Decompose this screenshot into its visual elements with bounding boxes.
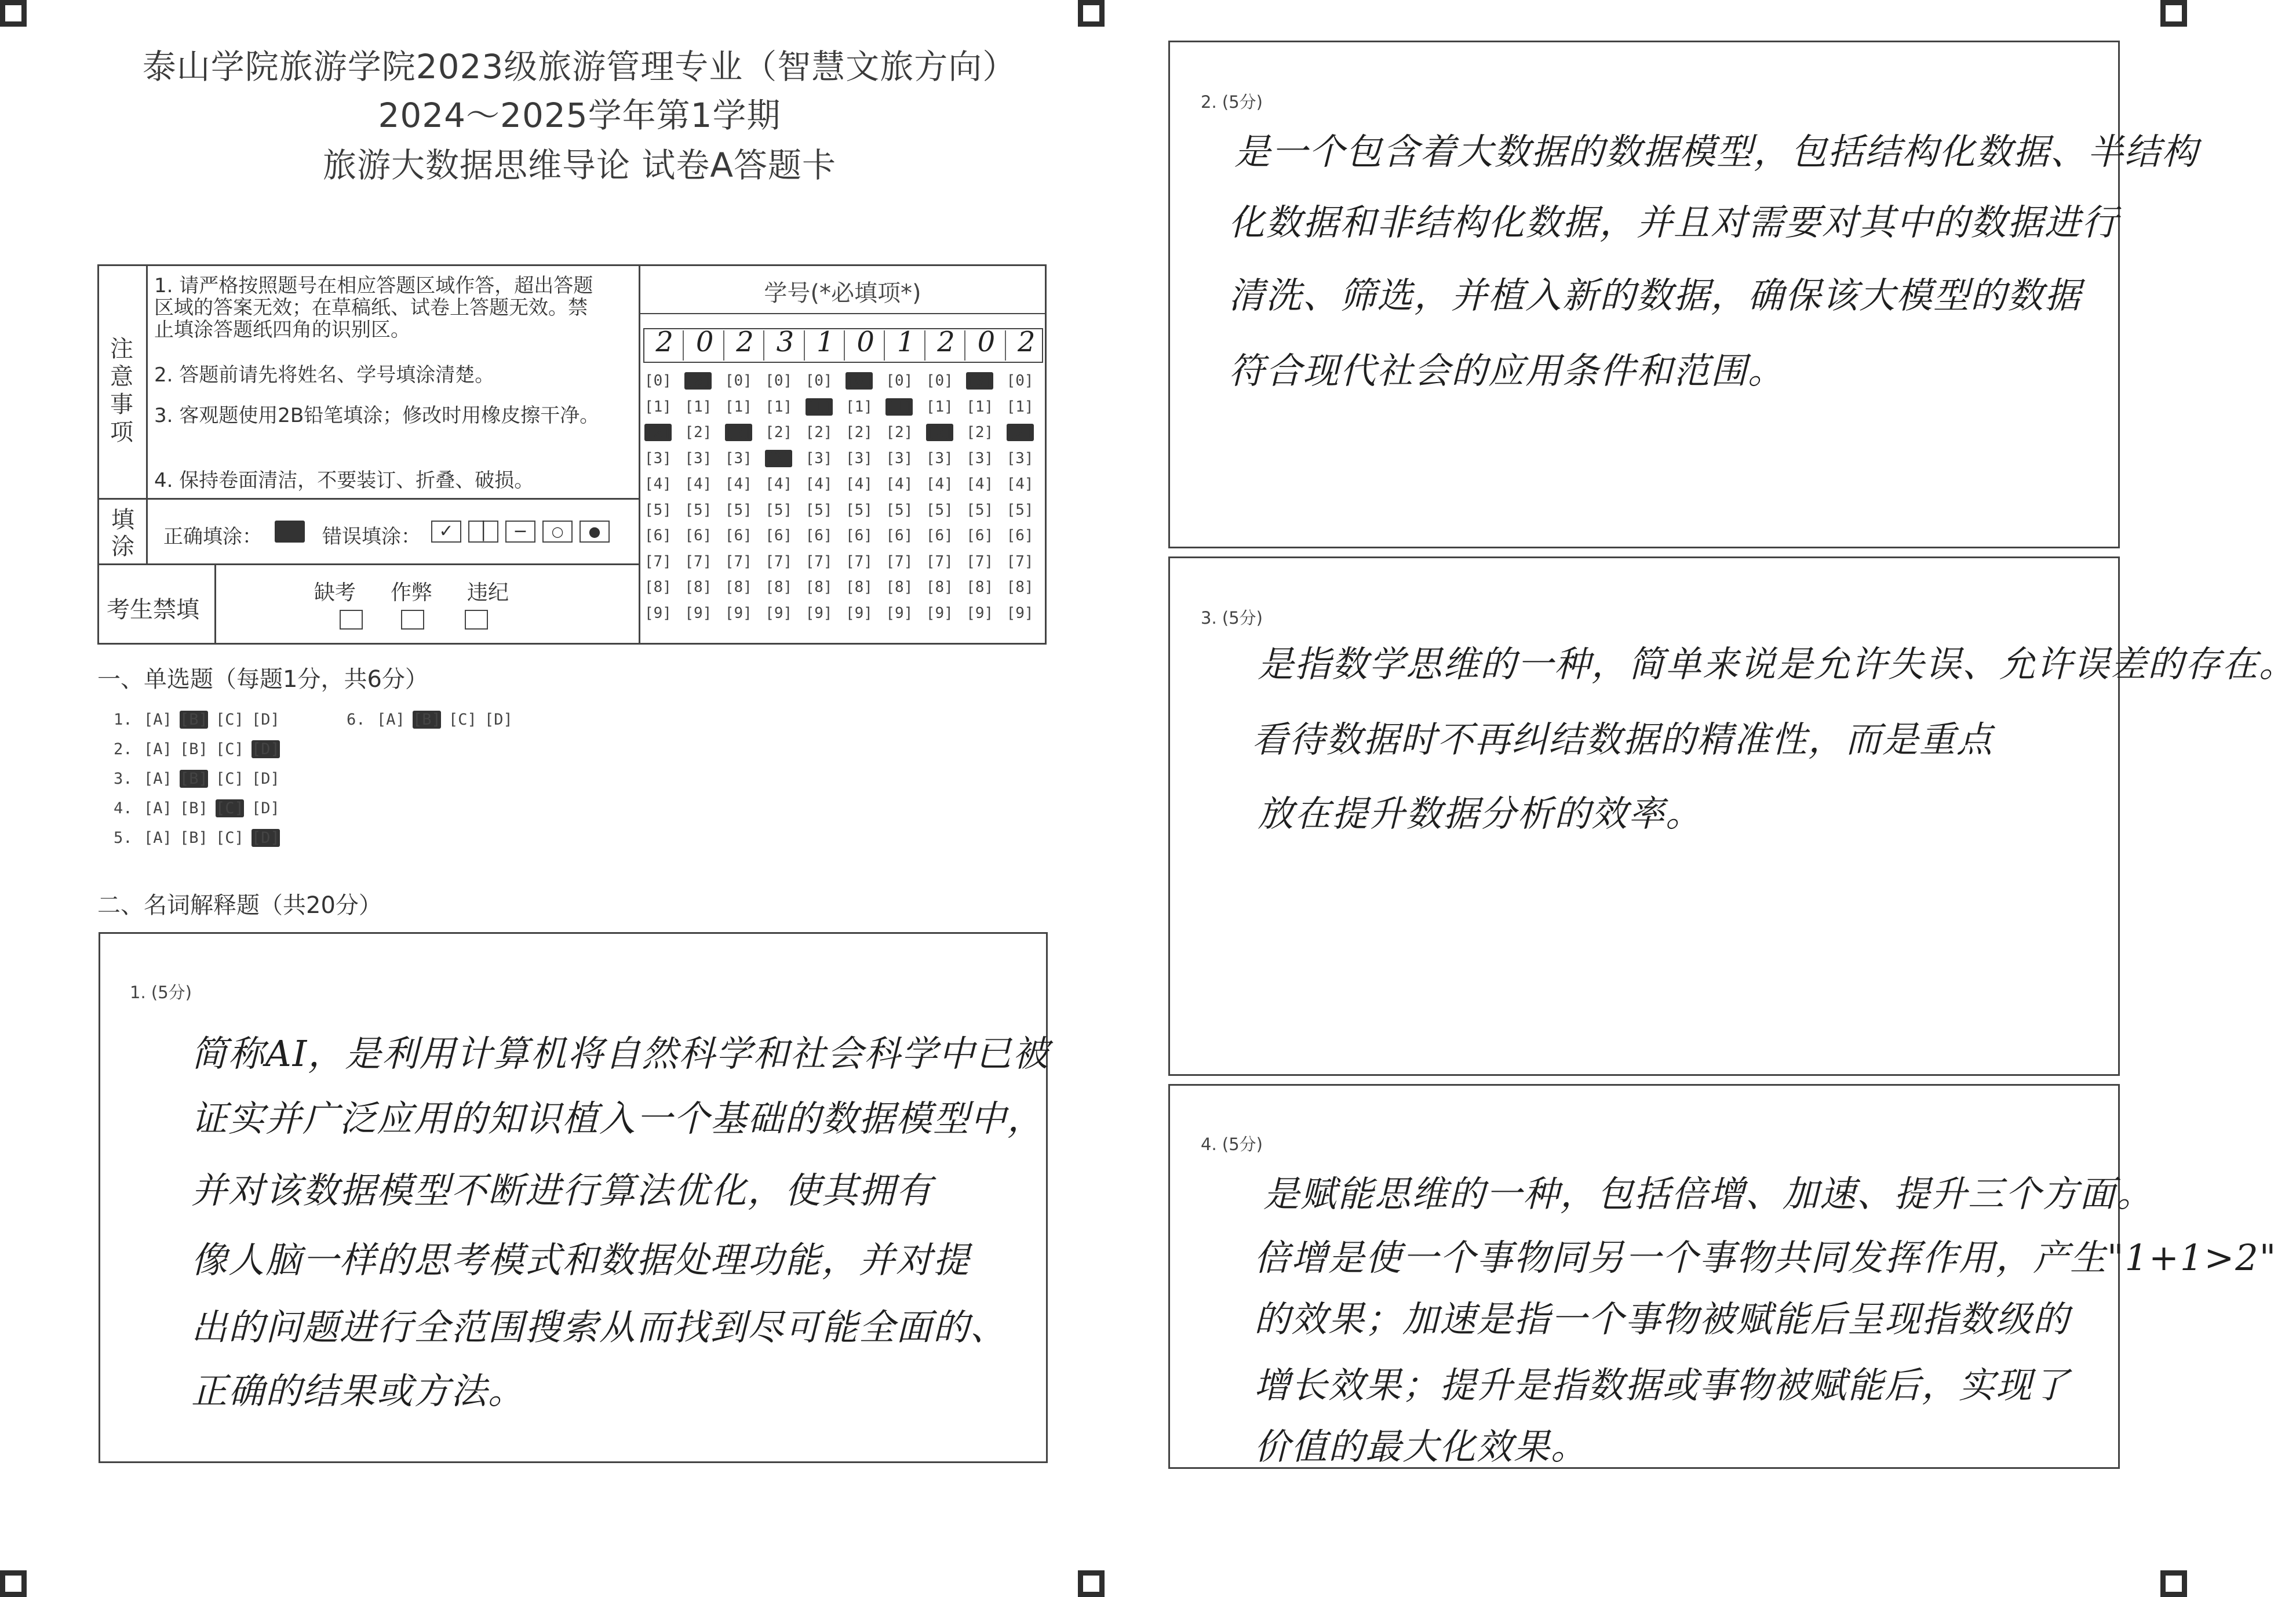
student-id-bubble[interactable]: [2] [1006, 424, 1034, 441]
corner-marker-top-right [2160, 0, 2187, 27]
student-id-bubble[interactable]: [3] [684, 449, 712, 467]
student-id-bubble[interactable]: [8] [966, 579, 994, 596]
mcq-option-d[interactable]: [D] [252, 799, 280, 817]
student-id-bubble[interactable]: [5] [805, 501, 833, 519]
student-id-bubble[interactable]: [3] [805, 449, 833, 467]
mcq-option-b[interactable]: [B] [180, 770, 208, 788]
answer-1-line-5: 出的问题进行全范围搜索从而找到尽可能全面的、 [191, 1306, 1008, 1348]
student-id-bubble[interactable]: [2] [845, 424, 873, 441]
student-id-bubble[interactable]: [9] [684, 604, 712, 622]
student-id-bubble[interactable]: [4] [885, 475, 913, 493]
exam-title-line2: 2024～2025学年第1学期 [378, 96, 781, 135]
student-id-bubble[interactable]: [4] [724, 475, 752, 493]
answer-4-line-5: 价值的最大化效果。 [1254, 1425, 1588, 1468]
prohibited-absent-checkbox[interactable] [340, 610, 363, 630]
student-id-bubble[interactable]: [5] [644, 501, 672, 519]
corner-marker-top-left [0, 0, 27, 27]
answer-4-line-3: 的效果；加速是指一个事物被赋能后呈现指数级的 [1254, 1298, 2071, 1340]
student-id-bubble[interactable]: [2] [684, 424, 712, 441]
fill-guide-wrong-label: 错误填涂： [322, 525, 421, 548]
exam-title-line1: 泰山学院旅游学院2023级旅游管理专业（智慧文旅方向） [142, 47, 1017, 86]
mcq-option-a[interactable]: [A] [144, 740, 172, 758]
student-id-bubble[interactable]: [9] [1006, 604, 1034, 622]
student-id-bubble[interactable]: [1] [644, 398, 672, 416]
student-id-bubble[interactable]: [1] [805, 398, 833, 416]
student-id-bubble[interactable]: [0] [925, 372, 953, 390]
answer-4-line-1: 是赋能思维的一种，包括倍增、加速、提升三个方面。 [1263, 1173, 2154, 1215]
mcq-option-b[interactable]: [B] [413, 711, 441, 729]
answer-3-line-3: 放在提升数据分析的效率。 [1258, 792, 1703, 835]
student-id-digit-4: 3 [776, 326, 795, 358]
mcq-option-d[interactable]: [D] [252, 829, 280, 847]
prohibited-cheat-label: 作弊 [391, 581, 433, 605]
mcq-option-a[interactable]: [A] [144, 770, 172, 788]
student-id-bubble[interactable]: [3] [765, 449, 793, 467]
wrong-fill-dash: − [505, 521, 535, 543]
section1-title: 一、单选题（每题1分，共6分） [97, 666, 428, 693]
student-id-bubble[interactable]: [8] [1006, 579, 1034, 596]
student-id-bubble[interactable]: [1] [845, 398, 873, 416]
answer-3-line-1: 是指数学思维的一种，简单来说是允许失误、允许误差的存在。 [1258, 643, 2296, 685]
student-id-bubble[interactable]: [3] [845, 449, 873, 467]
student-id-bubble[interactable]: [6] [925, 527, 953, 544]
student-id-bubble[interactable]: [3] [1006, 449, 1034, 467]
student-id-bubble[interactable]: [6] [765, 527, 793, 544]
mcq-option-d[interactable]: [D] [252, 740, 280, 758]
student-id-bubble[interactable]: [0] [966, 372, 994, 390]
student-id-bubble[interactable]: [0] [845, 372, 873, 390]
student-id-bubble[interactable]: [7] [684, 552, 712, 570]
wrong-fill-circle: ○ [542, 521, 573, 543]
fill-guide-correct-label: 正确填涂： [163, 525, 262, 548]
student-id-bubble[interactable]: [1] [684, 398, 712, 416]
notice-item-1: 1. 请严格按照题号在相应答题区域作答，超出答题区域的答案无效；在草稿纸、试卷上答题无效。禁止填涂答题纸四角的识别区。 [154, 274, 593, 341]
student-id-bubble[interactable]: [1] [885, 398, 913, 416]
mcq-option-d[interactable]: [D] [252, 711, 280, 729]
prohibited-label: 考生禁填 [107, 596, 199, 623]
student-id-bubble[interactable]: [8] [684, 579, 712, 596]
mcq-option-b[interactable]: [B] [180, 799, 208, 817]
answer-label-4: 4. (5分) [1201, 1134, 1263, 1154]
corner-marker-bottom-center [1078, 1570, 1105, 1597]
student-id-bubble[interactable]: [5] [966, 501, 994, 519]
student-id-bubble[interactable]: [7] [1006, 552, 1034, 570]
student-id-bubble[interactable]: [9] [966, 604, 994, 622]
student-id-bubble[interactable]: [8] [845, 579, 873, 596]
student-id-digit-5: 1 [817, 326, 834, 358]
student-id-label: 学号(*必填项*) [764, 280, 921, 307]
student-id-bubble[interactable]: [6] [644, 527, 672, 544]
student-id-digit-3: 2 [736, 326, 754, 358]
prohibited-absent-label: 缺考 [314, 581, 356, 605]
student-id-bubble[interactable]: [5] [925, 501, 953, 519]
wrong-fill-check: ✓ [431, 521, 461, 543]
student-id-bubble[interactable]: [0] [805, 372, 833, 390]
mcq-option-d[interactable]: [D] [484, 711, 513, 729]
student-id-bubble[interactable]: [3] [925, 449, 953, 467]
student-id-bubble[interactable]: [2] [925, 424, 953, 441]
answer-1-line-4: 像人脑一样的思考模式和数据处理功能，并对提 [191, 1239, 971, 1281]
answer-label-2: 2. (5分) [1201, 92, 1263, 112]
answer-2-line-2: 化数据和非结构化数据，并且对需要对其中的数据进行 [1229, 201, 2119, 243]
answer-2-line-4: 符合现代社会的应用条件和范围。 [1229, 350, 1785, 392]
student-id-bubble[interactable]: [7] [925, 552, 953, 570]
student-id-bubble[interactable]: [8] [925, 579, 953, 596]
student-id-bubble[interactable]: [2] [765, 424, 793, 441]
student-id-bubble[interactable]: [0] [684, 372, 712, 390]
student-id-bubble[interactable]: [6] [724, 527, 752, 544]
student-id-digit-10: 2 [1018, 326, 1036, 358]
student-id-bubble[interactable]: [4] [845, 475, 873, 493]
student-id-bubble[interactable]: [9] [885, 604, 913, 622]
student-id-bubble[interactable]: [2] [644, 424, 672, 441]
mcq-option-a[interactable]: [A] [377, 711, 405, 729]
prohibited-violation-label: 违纪 [467, 581, 509, 605]
student-id-bubble[interactable]: [7] [724, 552, 752, 570]
student-id-bubble[interactable]: [7] [644, 552, 672, 570]
student-id-bubble[interactable]: [8] [724, 579, 752, 596]
student-id-bubble[interactable]: [2] [805, 424, 833, 441]
student-id-bubble[interactable]: [7] [765, 552, 793, 570]
student-id-bubble[interactable]: [5] [724, 501, 752, 519]
student-id-bubble[interactable]: [9] [845, 604, 873, 622]
student-id-bubble[interactable]: [8] [805, 579, 833, 596]
mcq-option-c[interactable]: [C] [216, 799, 244, 817]
mcq-question-number: 4. [114, 799, 133, 817]
answer-1-line-2: 证实并广泛应用的知识植入一个基础的数据模型中， [191, 1097, 1045, 1140]
student-id-bubble[interactable]: [4] [644, 475, 672, 493]
wrong-fill-dot: ● [580, 521, 610, 543]
student-id-digit-6: 0 [857, 326, 874, 358]
student-id-bubble[interactable]: [4] [925, 475, 953, 493]
student-id-bubble[interactable]: [8] [765, 579, 793, 596]
student-id-bubble[interactable]: [1] [966, 398, 994, 416]
mcq-option-c[interactable]: [C] [216, 711, 244, 729]
student-id-bubble[interactable]: [0] [644, 372, 672, 390]
student-id-bubble[interactable]: [3] [724, 449, 752, 467]
student-id-bubble[interactable]: [6] [1006, 527, 1034, 544]
student-id-bubble[interactable]: [6] [805, 527, 833, 544]
student-id-bubble[interactable]: [8] [885, 579, 913, 596]
corner-marker-bottom-right [2160, 1570, 2187, 1597]
answer-label-1: 1. (5分) [130, 983, 192, 1002]
student-id-bubble[interactable]: [7] [845, 552, 873, 570]
corner-marker-top-center [1078, 0, 1105, 27]
student-id-digit-9: 0 [977, 326, 996, 358]
corner-marker-bottom-left [0, 1570, 27, 1597]
student-id-bubble[interactable]: [5] [1006, 501, 1034, 519]
student-id-bubble[interactable]: [5] [684, 501, 712, 519]
mcq-option-c[interactable]: [C] [216, 770, 244, 788]
section2-title: 二、名词解释题（共20分） [97, 892, 382, 919]
student-id-bubble[interactable]: [5] [885, 501, 913, 519]
mcq-option-b[interactable]: [B] [180, 829, 208, 847]
answer-3-line-2: 看待数据时不再纠结数据的精准性，而是重点 [1252, 718, 1994, 761]
student-id-bubble[interactable]: [7] [885, 552, 913, 570]
student-id-bubble[interactable]: [9] [724, 604, 752, 622]
student-id-bubble[interactable]: [2] [724, 424, 752, 441]
student-id-bubble[interactable]: [4] [765, 475, 793, 493]
mcq-question-number: 6. [347, 711, 366, 729]
fill-guide-label: 填涂 [111, 507, 134, 560]
mcq-option-a[interactable]: [A] [144, 829, 172, 847]
student-id-bubble[interactable]: [2] [966, 424, 994, 441]
exam-title-line3: 旅游大数据思维导论 试卷A答题卡 [322, 145, 837, 185]
student-id-bubble[interactable]: [1] [765, 398, 793, 416]
student-id-bubble[interactable]: [7] [805, 552, 833, 570]
student-id-bubble[interactable]: [6] [885, 527, 913, 544]
answer-1-line-6: 正确的结果或方法。 [191, 1370, 526, 1412]
answer-2-line-1: 是一个包含着大数据的数据模型，包括结构化数据、半结构 [1234, 130, 2199, 173]
mcq-question-number: 2. [114, 740, 133, 758]
mcq-option-d[interactable]: [D] [252, 770, 280, 788]
student-id-bubble[interactable]: [1] [925, 398, 953, 416]
student-id-bubble[interactable]: [0] [724, 372, 752, 390]
student-id-bubble[interactable]: [6] [845, 527, 873, 544]
student-id-bubble[interactable]: [1] [724, 398, 752, 416]
student-id-bubble[interactable]: [3] [966, 449, 994, 467]
mcq-question-number: 5. [114, 829, 133, 847]
answer-4-line-4: 增长效果；提升是指数据或事物被赋能后，实现了 [1254, 1364, 2071, 1406]
answer-1-line-3: 并对该数据模型不断进行算法优化，使其拥有 [191, 1169, 934, 1212]
mcq-question-number: 1. [114, 711, 133, 729]
notice-item-3: 3. 客观题使用2B铅笔填涂；修改时用橡皮擦干净。 [154, 404, 600, 427]
prohibited-cheat-checkbox[interactable] [401, 610, 424, 630]
student-id-bubble[interactable]: [4] [966, 475, 994, 493]
notice-item-4: 4. 保持卷面清洁，不要装订、折叠、破损。 [154, 469, 534, 492]
prohibited-violation-checkbox[interactable] [465, 610, 488, 630]
student-id-bubble[interactable]: [1] [1006, 398, 1034, 416]
student-id-bubble[interactable]: [9] [765, 604, 793, 622]
answer-1-line-1: 简称AI，是利用计算机将自然科学和社会科学中已被 [191, 1032, 1050, 1075]
mcq-option-a[interactable]: [A] [144, 799, 172, 817]
student-id-bubble[interactable]: [6] [966, 527, 994, 544]
mcq-option-c[interactable]: [C] [449, 711, 477, 729]
mcq-option-c[interactable]: [C] [216, 740, 244, 758]
student-id-bubble[interactable]: [0] [885, 372, 913, 390]
student-id-bubble[interactable]: [2] [885, 424, 913, 441]
correct-fill-sample [275, 521, 305, 543]
student-id-bubble[interactable]: [9] [925, 604, 953, 622]
student-id-bubble[interactable]: [3] [644, 449, 672, 467]
student-id-bubble[interactable]: [9] [644, 604, 672, 622]
student-id-digit-8: 2 [937, 326, 955, 358]
mcq-option-c[interactable]: [C] [216, 829, 244, 847]
answer-2-line-3: 清洗、筛选，并植入新的数据，确保该大模型的数据 [1229, 274, 2082, 317]
student-id-digit-2: 0 [695, 326, 714, 358]
notice-label: 注意事项 [110, 336, 133, 446]
student-id-bubble[interactable]: [3] [885, 449, 913, 467]
mcq-question-number: 3. [114, 770, 133, 788]
student-id-bubble[interactable]: [4] [684, 475, 712, 493]
student-id-bubble[interactable]: [7] [966, 552, 994, 570]
notice-item-2: 2. 答题前请先将姓名、学号填涂清楚。 [154, 363, 495, 387]
student-id-bubble[interactable]: [8] [644, 579, 672, 596]
mcq-option-b[interactable]: [B] [180, 740, 208, 758]
student-id-bubble[interactable]: [4] [805, 475, 833, 493]
student-id-bubble[interactable]: [9] [805, 604, 833, 622]
student-id-bubble[interactable]: [0] [765, 372, 793, 390]
answer-4-line-2: 倍增是使一个事物同另一个事物共同发挥作用，产生"1+1>2" [1254, 1236, 2277, 1279]
student-id-bubble[interactable]: [0] [1006, 372, 1034, 390]
student-id-digit-7: 1 [896, 326, 915, 358]
wrong-fill-bar: │ [468, 521, 498, 543]
mcq-option-a[interactable]: [A] [144, 711, 172, 729]
mcq-option-b[interactable]: [B] [180, 711, 208, 729]
student-id-bubble[interactable]: [5] [765, 501, 793, 519]
student-id-digit-1: 2 [655, 326, 673, 358]
student-id-bubble[interactable]: [5] [845, 501, 873, 519]
answer-label-3: 3. (5分) [1201, 608, 1263, 628]
student-id-bubble[interactable]: [4] [1006, 475, 1034, 493]
student-id-bubble[interactable]: [6] [684, 527, 712, 544]
